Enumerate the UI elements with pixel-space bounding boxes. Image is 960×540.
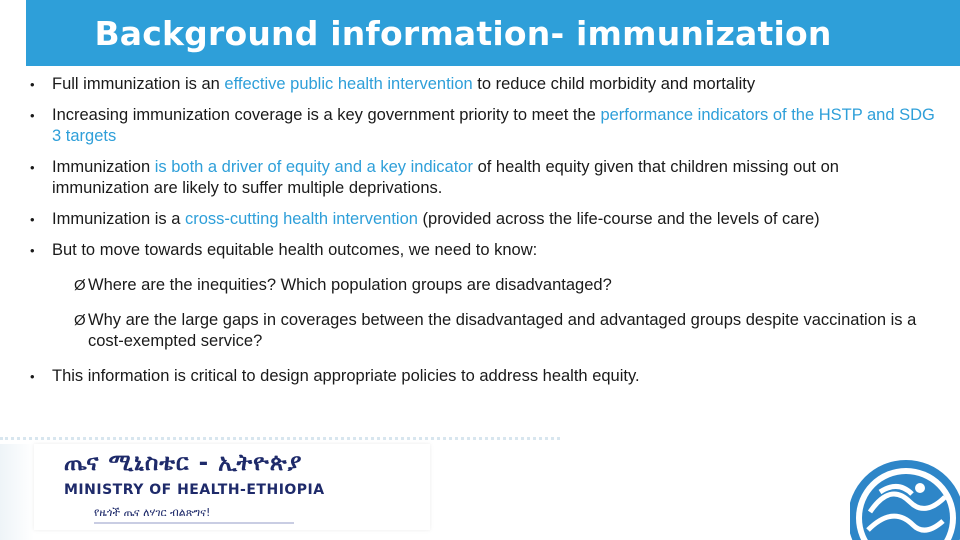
dotted-divider	[0, 437, 560, 440]
bullet-item	[30, 366, 935, 387]
decorative-fade	[0, 444, 34, 540]
bullet-highlight: cross-cutting health intervention	[184, 210, 418, 228]
logo-underline	[94, 522, 294, 524]
bullet-highlight: is both a driver of equity and a key indicator	[154, 158, 473, 176]
arrow-icon: Ø	[74, 277, 86, 294]
arrow-icon: Ø	[74, 312, 86, 329]
bullet-text: Full immunization is an	[52, 75, 225, 93]
bullet-item	[30, 240, 935, 261]
bullet-text: to reduce child morbidity and mortality	[472, 75, 756, 93]
bullet-text: of health equity given that children missing out on immunization are likely to suffer multiple deprivations.	[52, 158, 839, 197]
slide-title: Background information- immunization	[94, 13, 832, 53]
bullet-item	[30, 157, 935, 199]
logo-motto: የዜጎች ጤና ለሃገር ብልጽግና!	[94, 506, 211, 519]
logo-amharic-title: ጤና ሚኒስቴር - ኢትዮጵያ	[64, 450, 303, 476]
bullet-dot: •	[30, 77, 35, 92]
bullet-item	[30, 105, 935, 147]
ministry-emblem-icon	[850, 452, 960, 540]
bullet-dot: •	[30, 243, 35, 258]
sub-item	[30, 310, 935, 352]
sub-item-text: Where are the inequities? Which population groups are disadvantaged?	[88, 276, 612, 294]
ministry-logo	[34, 444, 430, 530]
sub-item-text: Why are the large gaps in coverages between the disadvantaged and advantaged groups despite vaccination is a cost-exempted service?	[88, 311, 917, 350]
bullet-item	[30, 209, 935, 230]
bullet-text: Immunization	[52, 158, 155, 176]
bullet-list	[30, 74, 935, 397]
bullet-text: (provided across the life-course and the levels of care)	[417, 210, 820, 228]
bullet-text: This information is critical to design appropriate policies to address health equity.	[52, 367, 640, 385]
logo-english-title: MINISTRY OF HEALTH-ETHIOPIA	[64, 482, 325, 498]
bullet-text: Increasing immunization coverage is a key government priority to meet the	[52, 106, 601, 124]
bullet-highlight: effective public health intervention	[224, 75, 473, 93]
title-bar	[26, 0, 960, 66]
bullet-dot: •	[30, 108, 35, 123]
sub-item	[30, 275, 935, 296]
bullet-text: But to move towards equitable health outcomes, we need to know:	[52, 241, 538, 259]
bullet-highlight: performance indicators of the HSTP and SDG 3 targets	[52, 106, 935, 145]
bullet-item	[30, 74, 935, 95]
bullet-text: Immunization is a	[52, 210, 185, 228]
bullet-dot: •	[30, 160, 35, 175]
bullet-dot: •	[30, 212, 35, 227]
bullet-dot: •	[30, 369, 35, 384]
